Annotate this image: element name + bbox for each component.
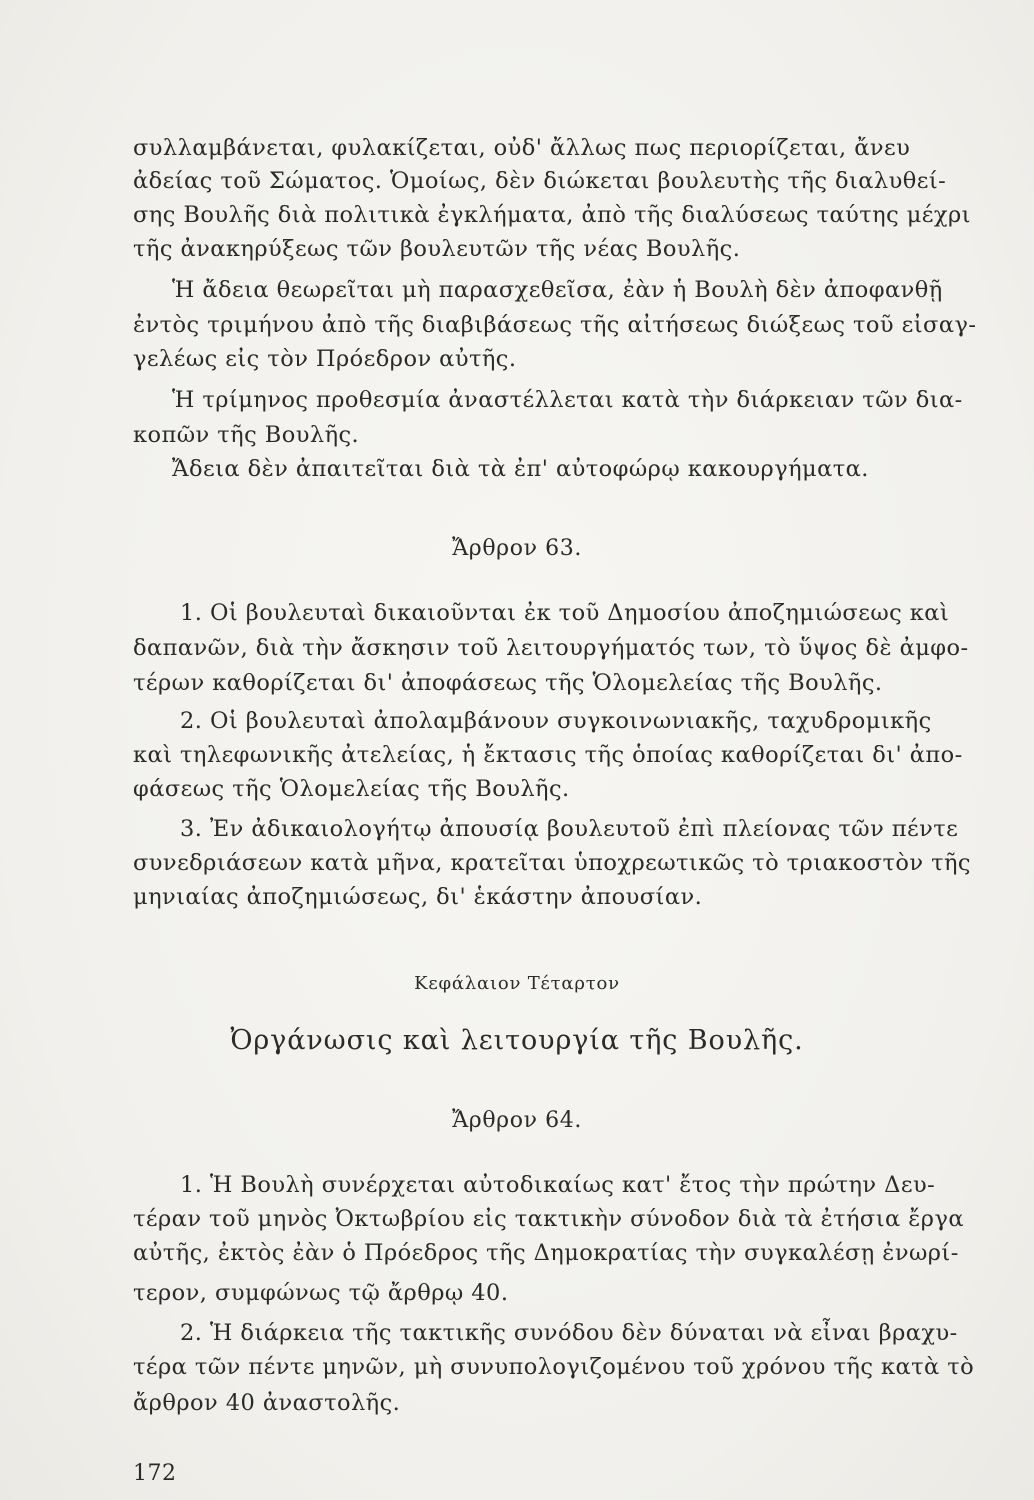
text-line: Ἡ ἄδεια θεωρεῖται μὴ παρασχεθεῖσα, ἐὰν ἡ Βουλὴ δὲν ἀποφανθῇ — [172, 277, 943, 303]
text-line: καὶ τηλεφωνικῆς ἀτελείας, ἡ ἔκτασις τῆς ὁποίας καθορίζεται δι' ἀπο- — [133, 742, 963, 768]
text-line: ἀδείας τοῦ Σώματος. Ὁμοίως, δὲν διώκεται βουλευτὴς τῆς διαλυθεί- — [133, 168, 947, 194]
text-line: τέρα τῶν πέντε μηνῶν, μὴ συνυπολογιζομένου τοῦ χρόνου τῆς κατὰ τὸ — [133, 1354, 975, 1380]
text-line: δαπανῶν, διὰ τὴν ἄσκησιν τοῦ λειτουργήματός των, τὸ ὕψος δὲ ἀμφο- — [133, 635, 969, 661]
text-line: σης Βουλῆς διὰ πολιτικὰ ἐγκλήματα, ἀπὸ τῆς διαλύσεως ταύτης μέχρι — [133, 202, 971, 228]
text-line: 2. Οἱ βουλευταὶ ἀπολαμβάνουν συγκοινωνιακῆς, ταχυδρομικῆς — [180, 708, 932, 734]
page-number: 172 — [133, 1461, 177, 1486]
text-line: φάσεως τῆς Ὁλομελείας τῆς Βουλῆς. — [133, 776, 570, 802]
text-line: τερον, συμφώνως τῷ ἄρθρῳ 40. — [133, 1280, 509, 1306]
text-line: συλλαμβάνεται, φυλακίζεται, οὐδ' ἄλλως πως περιορίζεται, ἄνευ — [133, 135, 911, 161]
chapter-title: Ὀργάνωσις καὶ λειτουργία τῆς Βουλῆς. — [230, 1025, 804, 1056]
text-line: τέρων καθορίζεται δι' ἀποφάσεως τῆς Ὁλομελείας τῆς Βουλῆς. — [133, 670, 883, 696]
text-line: 3. Ἐν ἀδικαιολογήτῳ ἀπουσίᾳ βουλευτοῦ ἐπὶ πλείονας τῶν πέντε — [180, 816, 959, 842]
text-line: ἄρθρον 40 ἀναστολῆς. — [133, 1390, 401, 1416]
text-line: αὐτῆς, ἐκτὸς ἐὰν ὁ Πρόεδρος τῆς Δημοκρατίας τὴν συγκαλέσῃ ἐνωρί- — [133, 1240, 959, 1266]
text-line: κοπῶν τῆς Βουλῆς. — [133, 422, 360, 448]
text-line: 1. Οἱ βουλευταὶ δικαιοῦνται ἐκ τοῦ Δημοσίου ἀποζημιώσεως καὶ — [180, 600, 950, 626]
text-line: 2. Ἡ διάρκεια τῆς τακτικῆς συνόδου δὲν δύναται νὰ εἶναι βραχυ- — [180, 1320, 958, 1346]
text-line: Ἡ τρίμηνος προθεσμία ἀναστέλλεται κατὰ τὴν διάρκειαν τῶν δια- — [172, 387, 963, 413]
article-64-heading: Ἄρθρον 64. — [452, 1108, 582, 1133]
text-line: συνεδριάσεων κατὰ μῆνα, κρατεῖται ὑποχρεωτικῶς τὸ τριακοστὸν τῆς — [133, 850, 971, 876]
chapter-label: Κεφάλαιον Τέταρτον — [414, 973, 620, 994]
text-line: Ἄδεια δὲν ἀπαιτεῖται διὰ τὰ ἐπ' αὐτοφώρῳ κακουργήματα. — [172, 456, 869, 482]
text-line: μηνιαίας ἀποζημιώσεως, δι' ἑκάστην ἀπουσίαν. — [133, 884, 703, 910]
text-line: γελέως εἰς τὸν Πρόεδρον αὐτῆς. — [133, 346, 517, 372]
text-line: τῆς ἀνακηρύξεως τῶν βουλευτῶν τῆς νέας Βουλῆς. — [133, 236, 741, 262]
article-63-heading: Ἄρθρον 63. — [452, 536, 582, 561]
text-line: 1. Ἡ Βουλὴ συνέρχεται αὐτοδικαίως κατ' ἔτος τὴν πρώτην Δευ- — [180, 1172, 936, 1198]
text-line: τέραν τοῦ μηνὸς Ὀκτωβρίου εἰς τακτικὴν σύνοδον διὰ τὰ ἐτήσια ἔργα — [133, 1206, 964, 1232]
text-line: ἐντὸς τριμήνου ἀπὸ τῆς διαβιβάσεως τῆς αἰτήσεως διώξεως τοῦ εἰσαγ- — [133, 312, 977, 338]
